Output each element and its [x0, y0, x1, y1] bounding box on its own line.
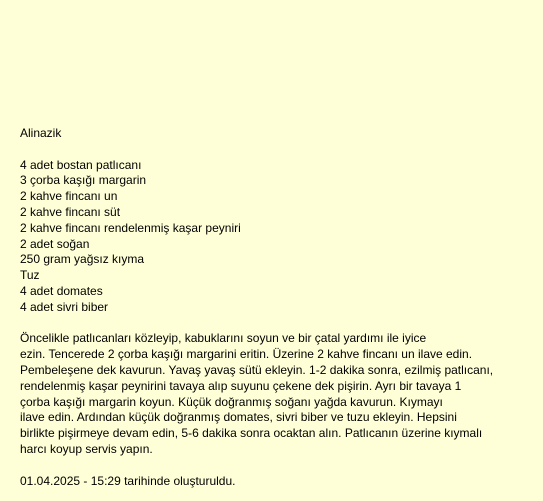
ingredient-item: 250 gram yağsız kıyma: [20, 252, 145, 267]
ingredient-item: 2 kahve fincanı süt: [20, 204, 121, 219]
ingredient-item: Tuz: [20, 268, 40, 283]
instruction-line: ezin. Tencerede 2 çorba kaşığı margarini eritin. Üzerine 2 kahve fincanı un ilave edin.: [20, 347, 473, 362]
instruction-line: çorba kaşığı margarin koyun. Küçük doğranmış soğanı yağda kavurun. Kıymayı: [20, 394, 443, 409]
instruction-line: Pembeleşene dek kavurun. Yavaş yavaş sütü ekleyin. 1-2 dakika sonra, ezilmiş patlıcanı,: [20, 362, 494, 377]
ingredient-item: 2 adet soğan: [20, 236, 90, 251]
instruction-line: Öncelikle patlıcanları közleyip, kabuklarını soyun ve bir çatal yardımı ile iyice: [20, 331, 427, 346]
ingredient-item: 4 adet bostan patlıcanı: [20, 157, 142, 172]
ingredient-item: 2 kahve fincanı un: [20, 189, 118, 204]
instruction-line: birlikte pişirmeye devam edin, 5-6 dakika sonra ocaktan alın. Patlıcanın üzerine kıymalı: [20, 426, 483, 441]
ingredient-item: 3 çorba kaşığı margarin: [20, 173, 147, 188]
ingredient-list: [20, 158, 525, 316]
recipe-instructions: [20, 331, 525, 457]
instruction-line: ilave edin. Ardından küçük doğranmış domates, sivri biber ve tuzu ekleyin. Hepsini: [20, 410, 457, 425]
recipe-title: Alinazik: [20, 126, 62, 140]
ingredient-item: 4 adet domates: [20, 283, 103, 298]
ingredient-item: 4 adet sivri biber: [20, 299, 109, 314]
ingredient-item: 2 kahve fincanı rendelenmiş kaşar peyniri: [20, 220, 241, 235]
created-timestamp: 01.04.2025 - 15:29 tarihinde oluşturuldu.: [20, 473, 236, 488]
recipe-document: [20, 126, 525, 489]
instruction-line: harcı koyup servis yapın.: [20, 441, 153, 456]
instruction-line: rendelenmiş kaşar peynirini tavaya alıp suyunu çekene dek pişirin. Ayrı bir tavaya 1: [20, 378, 462, 393]
